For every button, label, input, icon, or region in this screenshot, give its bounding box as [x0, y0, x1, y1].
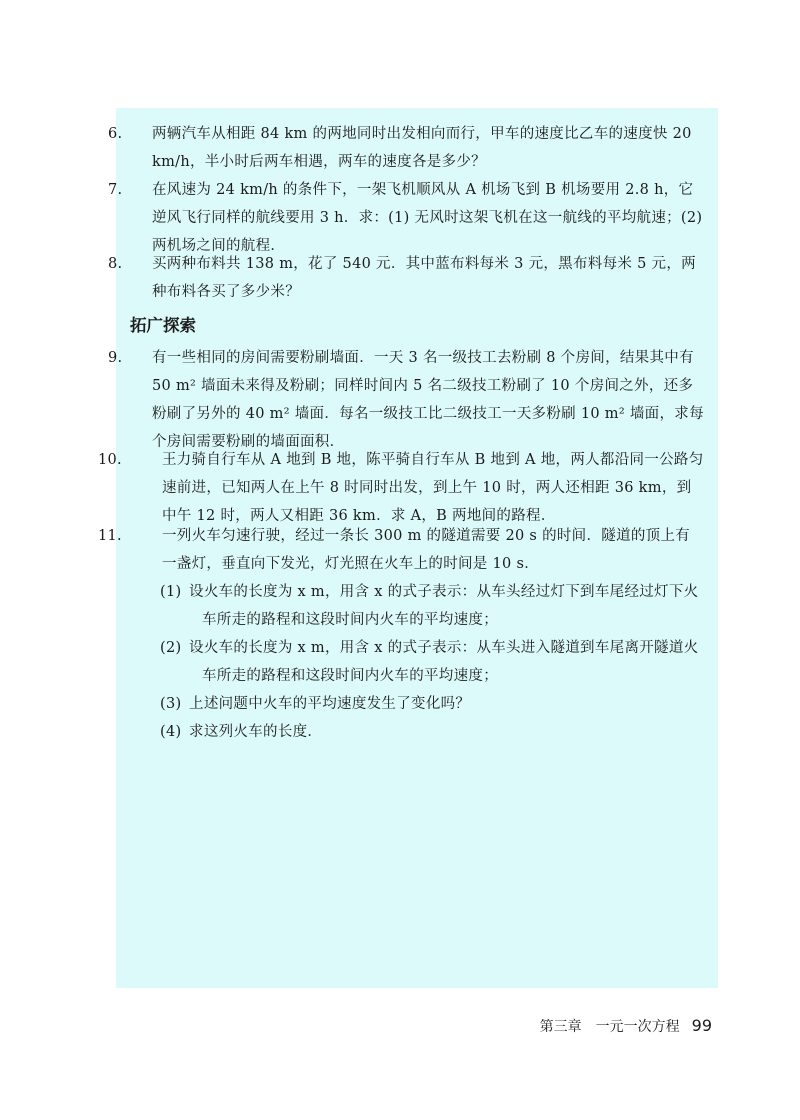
- page-number: 99: [691, 1016, 712, 1035]
- sub-item-label: (4): [160, 724, 182, 740]
- section-title: 拓广探索: [130, 316, 196, 335]
- sub-item: [130, 690, 704, 718]
- problem-number: 10.: [98, 452, 122, 468]
- sub-item-label: (2): [160, 640, 182, 656]
- problem-number: 6.: [108, 126, 123, 142]
- problem-text: 两辆汽车从相距 84 km 的两地同时出发相向而行，甲车的速度比乙车的速度快 20 km/h，半小时后两车相遇，两车的速度各是多少？: [152, 126, 692, 170]
- problem-number: 9.: [108, 350, 123, 366]
- problem-text: 有一些相同的房间需要粉刷墙面．一天 3 名一级技工去粉刷 8 个房间，结果其中有 50 m² 墙面未来得及粉刷；同样时间内 5 名二级技工粉刷了 10 个房间之外，还多粉刷了另外的 40 m² 墙面．每名一级技工比二级技工一天多粉刷 10 m² 墙面，求每个房间需要粉刷的墙面面积．: [152, 350, 704, 450]
- problem-8: [108, 250, 704, 306]
- sub-item-text: 设火车的长度为 x m，用含 x 的式子表示：从车头经过灯下到车尾经过灯下火车所走的路程和这段时间内火车的平均速度；: [189, 584, 699, 628]
- problem-11: [98, 522, 704, 746]
- sub-item-label: (3): [160, 696, 182, 712]
- problem-number: 11.: [98, 528, 122, 544]
- problem-text: 买两种布料共 138 m，花了 540 元．其中蓝布料每米 3 元，黑布料每米 5 元，两种布料各买了多少米？: [152, 256, 696, 300]
- problem-10: [98, 446, 704, 530]
- chapter-label: 第三章: [539, 1019, 582, 1035]
- sub-item: [130, 578, 704, 634]
- page-footer: [540, 1016, 712, 1036]
- problem-text: 一列火车匀速行驶，经过一条长 300 m 的隧道需要 20 s 的时间．隧道的顶上有一盏灯，垂直向下发光，灯光照在火车上的时间是 10 s．: [162, 528, 691, 572]
- problem-9: [108, 344, 704, 456]
- sub-item: [130, 718, 704, 746]
- chapter-title: 一元一次方程: [595, 1019, 680, 1035]
- problem-text: 在风速为 24 km/h 的条件下，一架飞机顺风从 A 机场飞到 B 机场要用 2.8 h，它逆风飞行同样的航线要用 3 h．求：(1) 无风时这架飞机在这一航线的平均航速；(2) 两机场之间的航程．: [152, 182, 703, 254]
- sub-item-text: 设火车的长度为 x m，用含 x 的式子表示：从车头进入隧道到车尾离开隧道火车所走的路程和这段时间内火车的平均速度；: [189, 640, 699, 684]
- problem-7: [108, 176, 704, 260]
- problem-number: 7.: [108, 182, 123, 198]
- problem-text: 王力骑自行车从 A 地到 B 地，陈平骑自行车从 B 地到 A 地，两人都沿同一公路匀速前进，已知两人在上午 8 时同时出发，到上午 10 时，两人还相距 36 km，到中午 12 时，两人又相距 36 km．求 A，B 两地间的路程．: [162, 452, 704, 524]
- sub-item-text: 上述问题中火车的平均速度发生了变化吗？: [189, 696, 471, 712]
- problem-6: [108, 120, 704, 176]
- sub-item-text: 求这列火车的长度．: [189, 724, 323, 740]
- problem-number: 8.: [108, 256, 123, 272]
- sub-item: [130, 634, 704, 690]
- sub-item-label: (1): [160, 584, 182, 600]
